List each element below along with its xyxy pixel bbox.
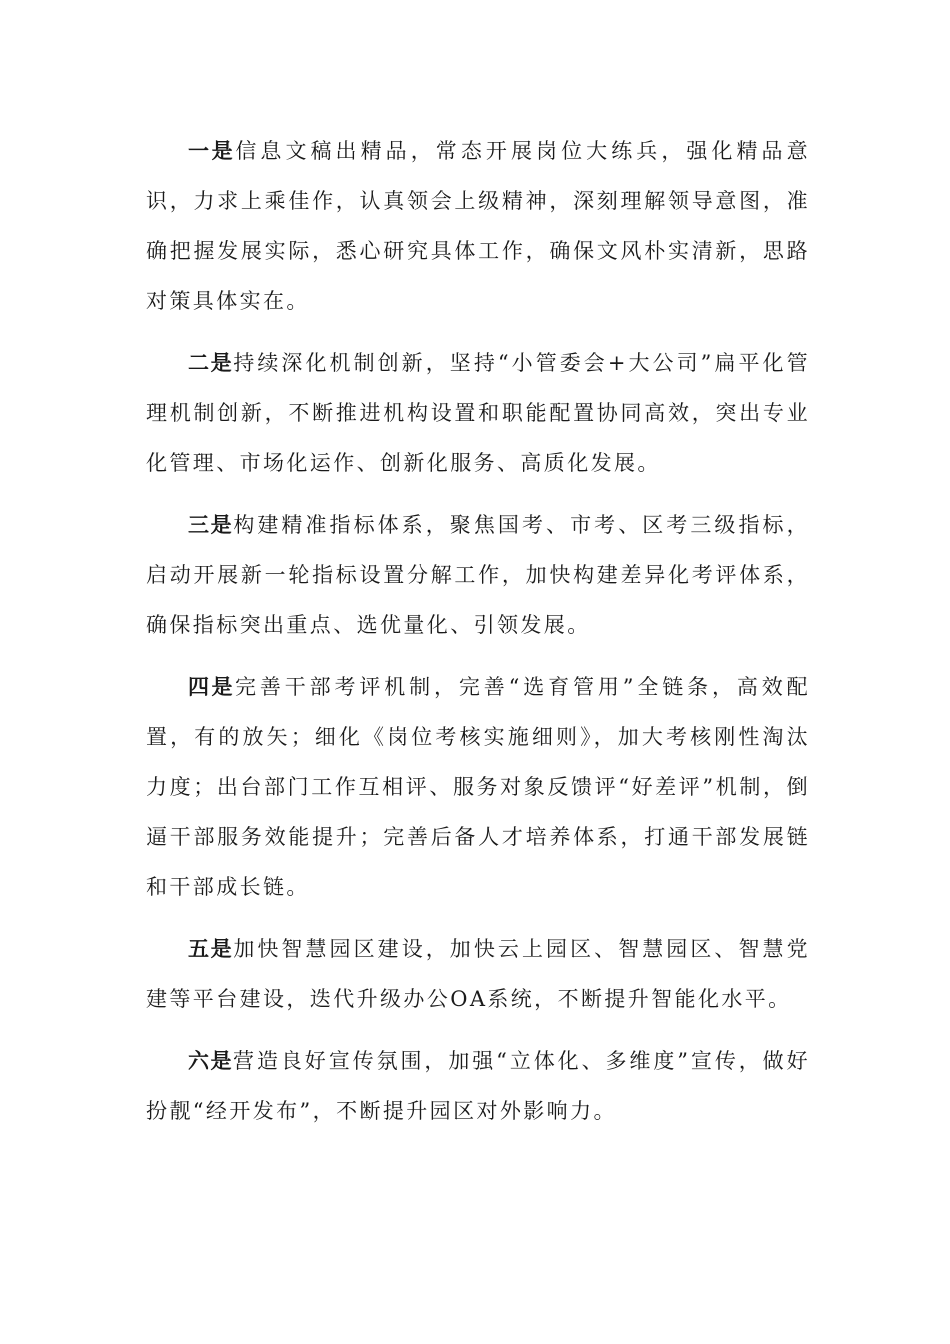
paragraph-1	[146, 126, 810, 326]
paragraph-text: 构建精准指标体系，聚焦国考、市考、区考三级指标，启动开展新一轮指标设置分解工作，加快构建差异化考评体系，确保指标突出重点、选优量化、引领发展。	[146, 513, 810, 637]
paragraph-lead: 三是	[188, 513, 234, 537]
paragraph-lead: 四是	[188, 675, 235, 699]
paragraph-lead: 二是	[188, 351, 234, 375]
paragraph-lead: 六是	[188, 1049, 234, 1073]
paragraph-3	[146, 500, 810, 650]
paragraph-6	[146, 1036, 810, 1136]
paragraph-lead: 一是	[188, 139, 236, 163]
document-body	[146, 126, 810, 1148]
paragraph-text: 营造良好宣传氛围，加强“立体化、多维度”宣传，做好扮靓“经开发布”，不断提升园区对外影响力。	[146, 1049, 810, 1123]
paragraph-5	[146, 924, 810, 1024]
paragraph-lead: 五是	[188, 937, 234, 961]
paragraph-4	[146, 662, 810, 912]
paragraph-text: 持续深化机制创新，坚持“小管委会+大公司”扁平化管理机制创新，不断推进机构设置和职能配置协同高效，突出专业化管理、市场化运作、创新化服务、高质化发展。	[146, 351, 810, 475]
paragraph-2	[146, 338, 810, 488]
paragraph-text: 完善干部考评机制，完善“选育管用”全链条，高效配置，有的放矢；细化《岗位考核实施细则》，加大考核刚性淘汰力度；出台部门工作互相评、服务对象反馈评“好差评”机制，倒逼干部服务效能提升；完善后备人才培养体系，打通干部发展链和干部成长链。	[146, 675, 811, 899]
paragraph-text: 信息文稿出精品，常态开展岗位大练兵，强化精品意识，力求上乘佳作，认真领会上级精神，深刻理解领导意图，准确把握发展实际，悉心研究具体工作，确保文风朴实清新，思路对策具体实在。	[146, 139, 811, 313]
paragraph-text: 加快智慧园区建设，加快云上园区、智慧园区、智慧党建等平台建设，迭代升级办公OA系统，不断提升智能化水平。	[146, 937, 810, 1011]
